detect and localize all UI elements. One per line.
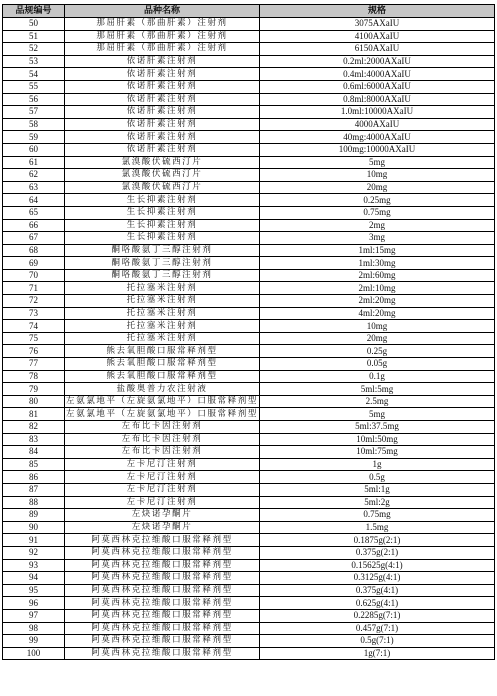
- spec-code-cell: 71: [3, 282, 65, 295]
- table-row: [3, 194, 495, 207]
- specification-cell: 5ml:37.5mg: [260, 421, 495, 434]
- table-row: [3, 521, 495, 534]
- spec-code-cell: 81: [3, 408, 65, 421]
- spec-code-cell: 90: [3, 521, 65, 534]
- drug-name-cell: 左卡尼汀注射剂: [65, 496, 260, 509]
- spec-code-cell: 67: [3, 232, 65, 245]
- table-row: [3, 80, 495, 93]
- table-row: [3, 584, 495, 597]
- table-row: [3, 395, 495, 408]
- drug-name-cell: 依诺肝素注射剂: [65, 80, 260, 93]
- specification-cell: 0.05g: [260, 358, 495, 371]
- drug-name-cell: 阿莫西林克拉维酸口服常释剂型: [65, 572, 260, 585]
- spec-code-cell: 94: [3, 572, 65, 585]
- table-row: [3, 458, 495, 471]
- table-row: [3, 471, 495, 484]
- spec-code-cell: 55: [3, 80, 65, 93]
- drug-name-cell: 氯溴酸伏硫西汀片: [65, 156, 260, 169]
- specification-cell: 0.8ml:8000AXaIU: [260, 93, 495, 106]
- table-row: [3, 647, 495, 660]
- specification-cell: 20mg: [260, 181, 495, 194]
- spec-code-cell: 78: [3, 370, 65, 383]
- table-row: [3, 282, 495, 295]
- spec-code-cell: 64: [3, 194, 65, 207]
- specification-cell: 6150AXaIU: [260, 43, 495, 56]
- spec-code-cell: 61: [3, 156, 65, 169]
- spec-code-cell: 69: [3, 257, 65, 270]
- drug-name-cell: 依诺肝素注射剂: [65, 118, 260, 131]
- specification-cell: 5ml:5mg: [260, 383, 495, 396]
- drug-name-cell: 托拉塞米注射剂: [65, 320, 260, 333]
- header-spec-code: 品规编号: [3, 5, 65, 18]
- spec-code-cell: 75: [3, 332, 65, 345]
- table-row: [3, 295, 495, 308]
- table-row: [3, 408, 495, 421]
- specification-cell: 0.3125g(4:1): [260, 572, 495, 585]
- drug-name-cell: 阿莫西林克拉维酸口服常释剂型: [65, 584, 260, 597]
- drug-name-cell: 左卡尼汀注射剂: [65, 483, 260, 496]
- specification-cell: 3mg: [260, 232, 495, 245]
- drug-name-cell: 生长抑素注射剂: [65, 206, 260, 219]
- drug-name-cell: 左布比卡因注射剂: [65, 433, 260, 446]
- spec-code-cell: 93: [3, 559, 65, 572]
- specification-cell: 5mg: [260, 156, 495, 169]
- drug-name-cell: 托拉塞米注射剂: [65, 282, 260, 295]
- table-row: [3, 232, 495, 245]
- table-body: [3, 18, 495, 660]
- specification-cell: 1.0ml:10000AXaIU: [260, 106, 495, 119]
- table-row: [3, 143, 495, 156]
- specification-cell: 0.25g: [260, 345, 495, 358]
- drug-name-cell: 熊去氧胆酸口服常释剂型: [65, 345, 260, 358]
- drug-name-cell: 左卡尼汀注射剂: [65, 471, 260, 484]
- drug-name-cell: 生长抑素注射剂: [65, 219, 260, 232]
- drug-name-cell: 阿莫西林克拉维酸口服常释剂型: [65, 597, 260, 610]
- specification-cell: 4000AXaIU: [260, 118, 495, 131]
- specification-cell: 1g(7:1): [260, 647, 495, 660]
- spec-code-cell: 85: [3, 458, 65, 471]
- table-row: [3, 269, 495, 282]
- drug-name-cell: 那屈肝素（那曲肝素）注射剂: [65, 18, 260, 31]
- spec-code-cell: 54: [3, 68, 65, 81]
- drug-name-cell: 依诺肝素注射剂: [65, 143, 260, 156]
- drug-name-cell: 氯溴酸伏硫西汀片: [65, 181, 260, 194]
- drug-name-cell: 生长抑素注射剂: [65, 232, 260, 245]
- spec-code-cell: 57: [3, 106, 65, 119]
- specification-cell: 20mg: [260, 332, 495, 345]
- spec-code-cell: 97: [3, 609, 65, 622]
- table-row: [3, 18, 495, 31]
- specification-cell: 4100AXaIU: [260, 30, 495, 43]
- table-row: [3, 534, 495, 547]
- specification-cell: 0.1g: [260, 370, 495, 383]
- table-row: [3, 483, 495, 496]
- table-row: [3, 43, 495, 56]
- spec-code-cell: 66: [3, 219, 65, 232]
- table-row: [3, 433, 495, 446]
- table-row: [3, 244, 495, 257]
- table-row: [3, 30, 495, 43]
- spec-code-cell: 100: [3, 647, 65, 660]
- spec-code-cell: 62: [3, 169, 65, 182]
- table-row: [3, 622, 495, 635]
- spec-code-cell: 88: [3, 496, 65, 509]
- spec-code-cell: 50: [3, 18, 65, 31]
- specification-cell: 10ml:75mg: [260, 446, 495, 459]
- spec-code-cell: 72: [3, 295, 65, 308]
- table-row: [3, 93, 495, 106]
- table-row: [3, 332, 495, 345]
- specification-cell: 0.375g(4:1): [260, 584, 495, 597]
- specification-cell: 100mg:10000AXaIU: [260, 143, 495, 156]
- table-row: [3, 370, 495, 383]
- table-row: [3, 609, 495, 622]
- table-row: [3, 118, 495, 131]
- drug-name-cell: 阿莫西林克拉维酸口服常释剂型: [65, 647, 260, 660]
- spec-code-cell: 58: [3, 118, 65, 131]
- table-row: [3, 546, 495, 559]
- table-row: [3, 320, 495, 333]
- specification-cell: 10mg: [260, 320, 495, 333]
- specification-cell: 0.75mg: [260, 206, 495, 219]
- specification-cell: 0.375g(2:1): [260, 546, 495, 559]
- spec-code-cell: 95: [3, 584, 65, 597]
- spec-code-cell: 59: [3, 131, 65, 144]
- specification-cell: 10ml:50mg: [260, 433, 495, 446]
- spec-code-cell: 83: [3, 433, 65, 446]
- drug-name-cell: 阿莫西林克拉维酸口服常释剂型: [65, 622, 260, 635]
- specification-cell: 3075AXaIU: [260, 18, 495, 31]
- spec-code-cell: 56: [3, 93, 65, 106]
- drug-name-cell: 左氨氯地平（左旋氨氯地平）口服常释剂型: [66, 396, 258, 407]
- specification-cell: 2ml:20mg: [260, 295, 495, 308]
- drug-name-cell: 依诺肝素注射剂: [65, 93, 260, 106]
- spec-code-cell: 98: [3, 622, 65, 635]
- table-row: [3, 106, 495, 119]
- specification-cell: 0.5g(7:1): [260, 635, 495, 648]
- spec-code-cell: 99: [3, 635, 65, 648]
- drug-name-cell: 熊去氧胆酸口服常释剂型: [65, 370, 260, 383]
- drug-name-cell: 左炔诺孕酮片: [65, 521, 260, 534]
- table-row: [3, 572, 495, 585]
- table-row: [3, 421, 495, 434]
- table-row: [3, 509, 495, 522]
- drug-name-cell: 阿莫西林克拉维酸口服常释剂型: [65, 635, 260, 648]
- table-row: [3, 169, 495, 182]
- table-row: [3, 206, 495, 219]
- table-row: [3, 345, 495, 358]
- table-header-row: [3, 5, 495, 18]
- drug-name-cell: 酮咯酸氨丁三醇注射剂: [65, 257, 260, 270]
- table-row: [3, 55, 495, 68]
- specification-cell: 0.75mg: [260, 509, 495, 522]
- drug-name-cell: 那屈肝素（那曲肝素）注射剂: [65, 43, 260, 56]
- drug-name-cell: 托拉塞米注射剂: [65, 332, 260, 345]
- drug-name-cell: 左布比卡因注射剂: [65, 446, 260, 459]
- drug-name-cell: 托拉塞米注射剂: [65, 307, 260, 320]
- table-row: [3, 559, 495, 572]
- drug-name-cell: 依诺肝素注射剂: [65, 55, 260, 68]
- specification-cell: 0.1875g(2:1): [260, 534, 495, 547]
- spec-code-cell: 89: [3, 509, 65, 522]
- table-row: [3, 156, 495, 169]
- drug-name-cell: 那屈肝素（那曲肝素）注射剂: [65, 30, 260, 43]
- spec-code-cell: 84: [3, 446, 65, 459]
- specification-cell: 1.5mg: [260, 521, 495, 534]
- drug-name-cell: 托拉塞米注射剂: [65, 295, 260, 308]
- drug-name-cell: 氯溴酸伏硫西汀片: [65, 169, 260, 182]
- specification-cell: 1g: [260, 458, 495, 471]
- specification-cell: 5ml:1g: [260, 483, 495, 496]
- table-row: [3, 635, 495, 648]
- specification-cell: 0.4ml:4000AXaIU: [260, 68, 495, 81]
- specification-cell: 1ml:30mg: [260, 257, 495, 270]
- drug-name-cell: 阿莫西林克拉维酸口服常释剂型: [65, 546, 260, 559]
- table-row: [3, 496, 495, 509]
- drug-name-cell: 左卡尼汀注射剂: [65, 458, 260, 471]
- drug-spec-table-container: [2, 4, 494, 660]
- table-row: [3, 358, 495, 371]
- table-row: [3, 68, 495, 81]
- specification-cell: 0.5g: [260, 471, 495, 484]
- table-row: [3, 181, 495, 194]
- drug-name-cell: 生长抑素注射剂: [65, 194, 260, 207]
- header-specification: 规格: [260, 5, 495, 18]
- drug-name-cell: 依诺肝素注射剂: [65, 106, 260, 119]
- specification-cell: 0.457g(7:1): [260, 622, 495, 635]
- drug-name-cell: 酮咯酸氨丁三醇注射剂: [65, 244, 260, 257]
- spec-code-cell: 73: [3, 307, 65, 320]
- table-row: [3, 597, 495, 610]
- drug-name-cell: 阿莫西林克拉维酸口服常释剂型: [65, 609, 260, 622]
- drug-name-cell: 盐酸奥普力农注射液: [65, 383, 260, 396]
- spec-code-cell: 63: [3, 181, 65, 194]
- specification-cell: 0.625g(4:1): [260, 597, 495, 610]
- spec-code-cell: 82: [3, 421, 65, 434]
- specification-cell: 5ml:2g: [260, 496, 495, 509]
- spec-code-cell: 86: [3, 471, 65, 484]
- spec-code-cell: 65: [3, 206, 65, 219]
- spec-code-cell: 60: [3, 143, 65, 156]
- spec-code-cell: 91: [3, 534, 65, 547]
- spec-code-cell: 76: [3, 345, 65, 358]
- spec-code-cell: 92: [3, 546, 65, 559]
- specification-cell: 0.2285g(7:1): [260, 609, 495, 622]
- drug-name-cell: 阿莫西林克拉维酸口服常释剂型: [65, 559, 260, 572]
- table-row: [3, 219, 495, 232]
- specification-cell: 4ml:20mg: [260, 307, 495, 320]
- spec-code-cell: 74: [3, 320, 65, 333]
- specification-cell: 10mg: [260, 169, 495, 182]
- table-row: [3, 307, 495, 320]
- specification-cell: 2.5mg: [260, 395, 495, 408]
- spec-code-cell: 77: [3, 358, 65, 371]
- spec-code-cell: 53: [3, 55, 65, 68]
- table-row: [3, 383, 495, 396]
- spec-code-cell: 79: [3, 383, 65, 396]
- drug-name-cell: 左布比卡因注射剂: [65, 421, 260, 434]
- specification-cell: 0.15625g(4:1): [260, 559, 495, 572]
- drug-name-cell: 酮咯酸氨丁三醇注射剂: [65, 269, 260, 282]
- spec-code-cell: 87: [3, 483, 65, 496]
- table-row: [3, 257, 495, 270]
- header-drug-name: 品种名称: [65, 5, 260, 18]
- drug-name-cell: 左氨氯地平（左旋氨氯地平）口服常释剂型: [66, 408, 258, 419]
- specification-cell: 5mg: [260, 408, 495, 421]
- spec-code-cell: 51: [3, 30, 65, 43]
- specification-cell: 1ml:15mg: [260, 244, 495, 257]
- drug-name-cell: 左炔诺孕酮片: [65, 509, 260, 522]
- specification-cell: 2ml:60mg: [260, 269, 495, 282]
- spec-code-cell: 68: [3, 244, 65, 257]
- table-row: [3, 131, 495, 144]
- specification-cell: 0.6ml:6000AXaIU: [260, 80, 495, 93]
- drug-spec-table: [2, 4, 495, 660]
- drug-name-cell: 熊去氧胆酸口服常释剂型: [65, 358, 260, 371]
- drug-name-cell: 依诺肝素注射剂: [65, 68, 260, 81]
- specification-cell: 0.25mg: [260, 194, 495, 207]
- spec-code-cell: 96: [3, 597, 65, 610]
- spec-code-cell: 80: [3, 395, 65, 408]
- specification-cell: 2mg: [260, 219, 495, 232]
- drug-name-cell: 阿莫西林克拉维酸口服常释剂型: [65, 534, 260, 547]
- drug-name-cell: 依诺肝素注射剂: [65, 131, 260, 144]
- spec-code-cell: 70: [3, 269, 65, 282]
- table-row: [3, 446, 495, 459]
- spec-code-cell: 52: [3, 43, 65, 56]
- specification-cell: 2ml:10mg: [260, 282, 495, 295]
- specification-cell: 40mg:4000AXaIU: [260, 131, 495, 144]
- specification-cell: 0.2ml:2000AXaIU: [260, 55, 495, 68]
